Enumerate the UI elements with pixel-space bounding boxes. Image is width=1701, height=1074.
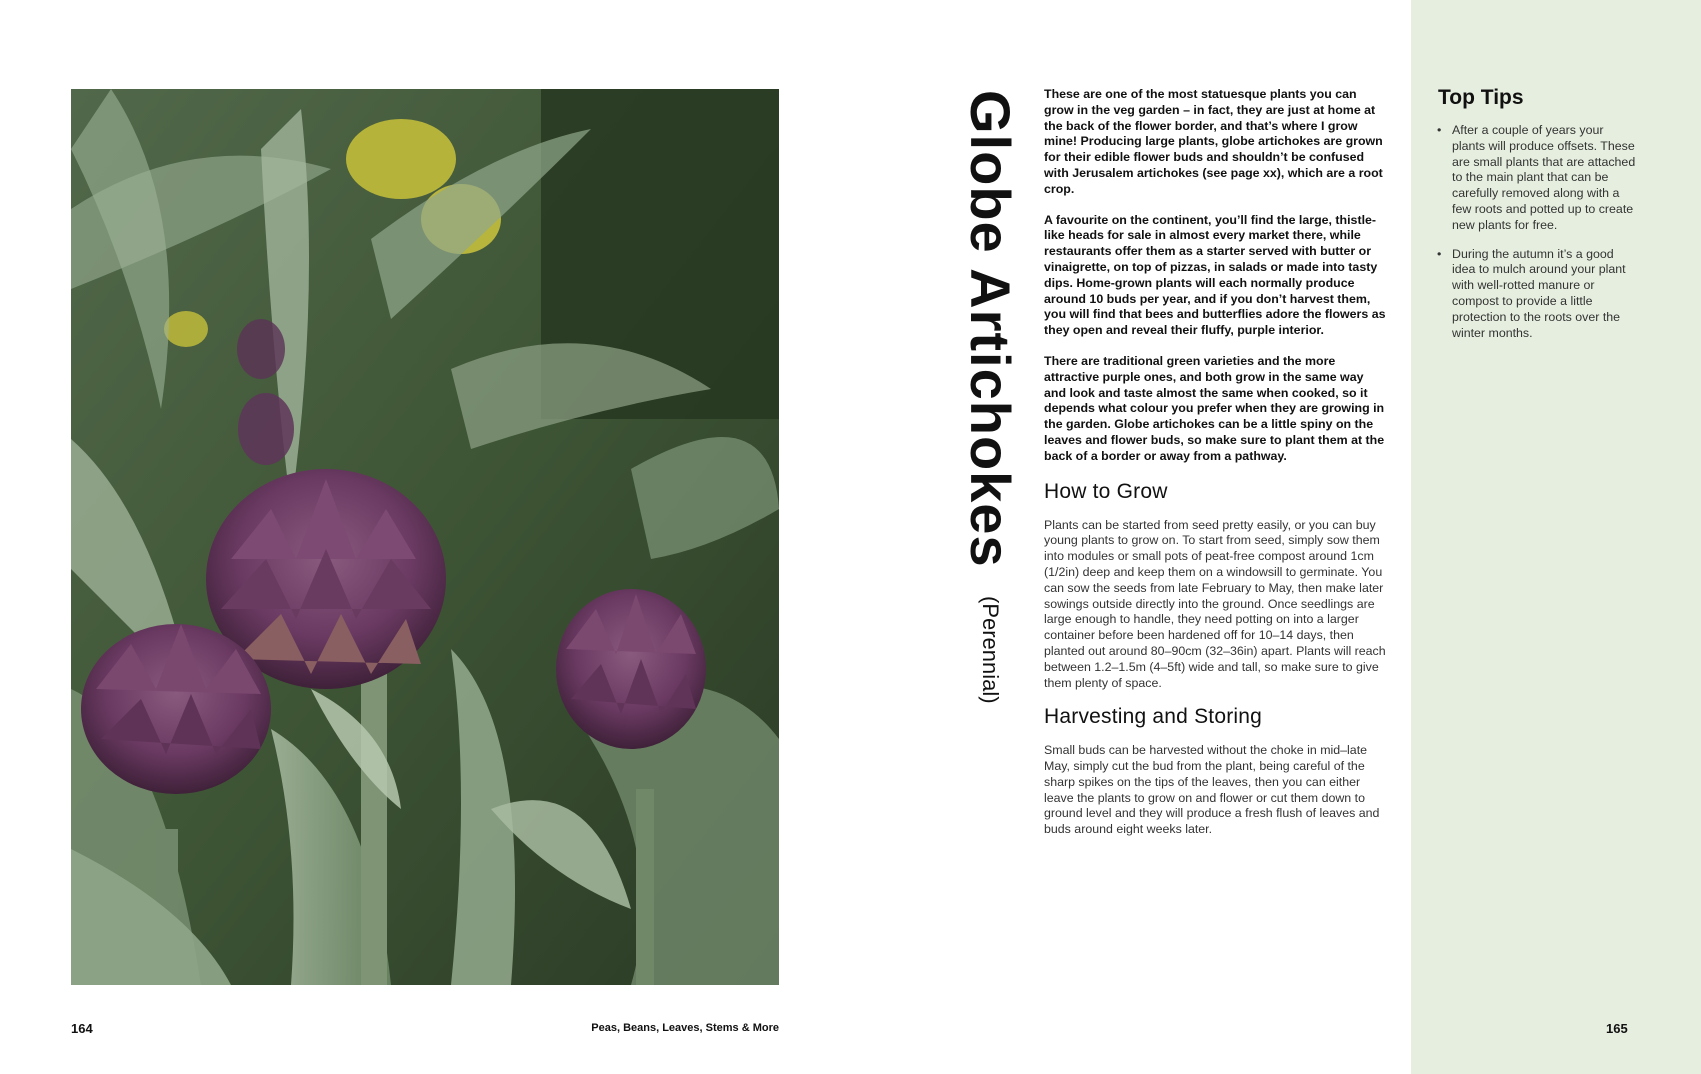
intro-paragraph-2: A favourite on the continent, you’ll find the large, thistle-like heads for sale in almost every market there, while restaurants offer them as a starter served with butter or vinaigrette, on top of pizzas, in salads or made into tasty dips. Home-grown plants will each normally produce around 10 buds per year, and if you don’t harvest them, you will find that bees and butterflies adore the flowers as they open and reveal their fluffy, purple interior. xyxy=(1044,212,1386,338)
how-to-grow-heading: How to Grow xyxy=(1044,479,1168,503)
tip-text: During the autumn it’s a good idea to mulch around your plant with well-rotted manure or compost to provide a little protection to the roots over the winter months. xyxy=(1452,246,1626,340)
tip-item xyxy=(1436,247,1636,342)
top-tips-heading: Top Tips xyxy=(1438,86,1524,109)
page-number-right: 165 xyxy=(1606,1021,1628,1036)
intro-paragraph-3: There are traditional green varieties and the more attractive purple ones, and both grow in the same way and look and taste almost the same when cooked, so it depends what colour you prefer when they are growing in the garden. Globe artichokes can be a little spiny on the leaves and flower buds, so make sure to plant them at the back of a border or away from a pathway. xyxy=(1044,353,1385,463)
intro-section xyxy=(1044,87,1386,465)
intro-paragraph-1: These are one of the most statuesque plants you can grow in the veg garden – in fact, they are just at home at the back of the flower border, and that’s where I grow mine! Producing large plants, globe artichokes are grown for their edible flower buds and shouldn’t be confused with Jerusalem artichokes (see page xx), which are a root crop. xyxy=(1044,87,1383,196)
plant-title: Globe Artichokes xyxy=(959,90,1022,568)
top-tips-list xyxy=(1436,123,1636,354)
bullet-icon: • xyxy=(1437,123,1442,137)
tip-text: After a couple of years your plants will produce offsets. These are small plants that are attached to the main plant that can be carefully removed along with a few roots and potted up to create new plants for free. xyxy=(1452,123,1636,232)
running-head: Peas, Beans, Leaves, Stems & More xyxy=(591,1022,779,1034)
how-to-grow-text: Plants can be started from seed pretty easily, or you can buy young plants to grow on. To start from seed, simply sow them into modules or small pots of peat-free compost around 1cm (1/2in) deep and keep them on a windowsill to germinate. You can sow the seeds from late February to May, then make later sowings outside directly into the ground. Once seedlings are large enough to handle, they need potting on into a larger container before been hardened off for 10–14 days, then planted out around 80–90cm (32–36in) apart. Plants will reach between 1.2–1.5m (4–5ft) wide and tall, so make sure to give them plenty of space. xyxy=(1044,517,1386,690)
page-number-left: 164 xyxy=(71,1021,93,1036)
harvesting-text: Small buds can be harvested without the choke in mid–late May, simply cut the bud from the plant, being careful of the sharp spikes on the tips of the leaves, then you can either leave the plants to grow on and flower or cut them down to ground level and they will produce a fresh flush of leaves and buds around eight weeks later. xyxy=(1044,743,1380,837)
bullet-icon: • xyxy=(1437,246,1442,261)
chapter-title xyxy=(960,90,1020,704)
harvesting-heading: Harvesting and Storing xyxy=(1044,705,1263,729)
main-text-column xyxy=(1044,87,1386,852)
plant-subtitle: (Perennial) xyxy=(978,596,1003,704)
tip-item xyxy=(1436,123,1636,234)
left-page xyxy=(0,0,850,1074)
artichoke-photo xyxy=(71,89,779,985)
